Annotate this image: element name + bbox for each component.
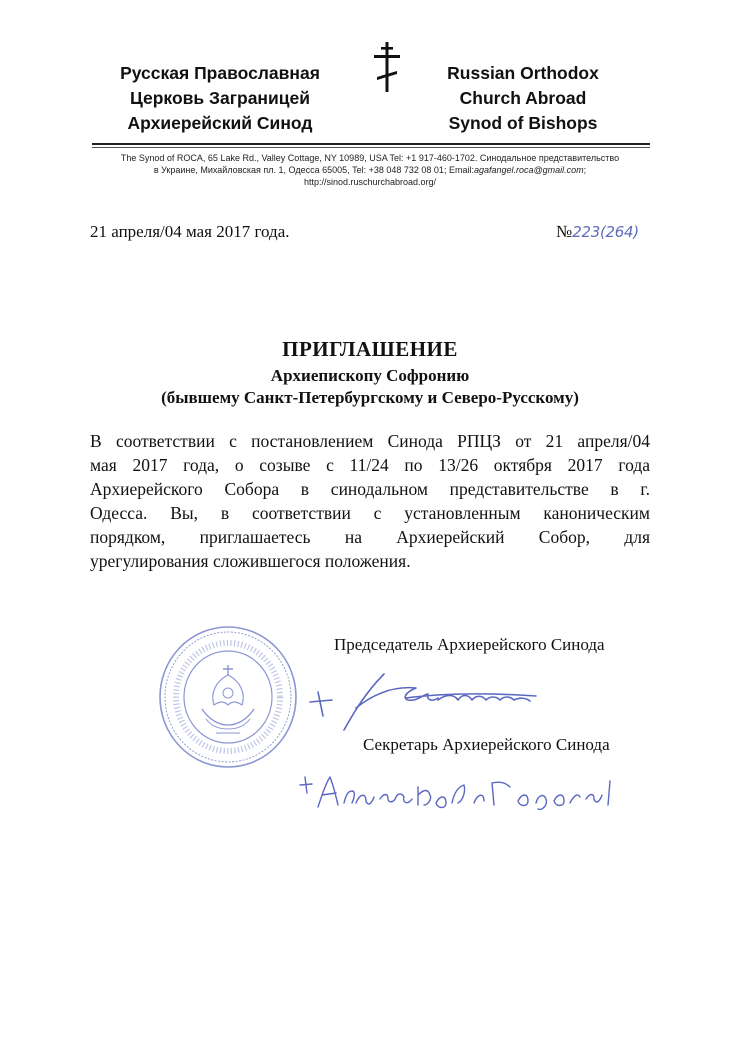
address-email-link[interactable]: agafangel.roca@gmail.com (473, 165, 584, 175)
document-addressee: Архиепископу Софронию (270, 366, 470, 385)
letterhead-address (80, 152, 660, 188)
body-line-1: В соответствии с постановлением Синода РПЦЗ от 21 апреля/04 (90, 431, 650, 451)
document-date: 21 апреля/04 мая 2017 года. (90, 222, 290, 241)
body-line-6: урегулирования сложившегося положения. (90, 551, 411, 571)
letterhead-ru-line-3: Архиерейский Синод (127, 113, 313, 133)
letterhead-en-line-1: Russian Orthodox (447, 63, 599, 83)
document-addressee-note: (бывшему Санкт-Петербургскому и Северо-Русскому) (161, 388, 579, 407)
address-line-2 (80, 164, 660, 176)
secretary-title: Секретарь Архиерейского Синода (363, 735, 610, 754)
letterhead-en-line-3: Synod of Bishops (448, 113, 598, 133)
letterhead-ru-line-1: Русская Православная (120, 63, 320, 83)
body-line-2: мая 2017 года, о созыве с 11/24 по 13/26 октября 2017 года (90, 455, 650, 475)
letterhead-divider-thin (92, 147, 650, 148)
letterhead-en-line-2: Church Abroad (459, 88, 587, 108)
chairman-signature-icon (296, 668, 596, 738)
document-number-sign: № (556, 222, 573, 241)
address-line-2-text: в Украине, Михайловская пл. 1, Одесса 65005, Tel: +38 048 732 08 01; Email: (153, 165, 474, 175)
body-line-4: Одесса. Вы, в соответствии с установленным каноническим (90, 503, 650, 523)
orthodox-cross-icon (371, 42, 403, 92)
document-title: ПРИГЛАШЕНИЕ (282, 337, 458, 361)
letterhead-divider (92, 143, 650, 145)
address-line-1: The Synod of ROCA, 65 Lake Rd., Valley Cottage, NY 10989, USA Tel: +1 917-460-1702. Синодальное представительство (120, 153, 620, 163)
body-line-3: Архиерейского Собора в синодальном представительстве в г. (90, 479, 650, 499)
letterhead-english (418, 61, 628, 136)
document-number-value: 223(264) (572, 223, 639, 241)
letterhead-russian (95, 61, 345, 136)
secretary-signature-icon (296, 763, 636, 823)
address-line-2-end: ; (583, 165, 587, 175)
synod-seal-icon (156, 623, 300, 771)
document-number (556, 222, 639, 242)
address-website-link[interactable]: http://sinod.ruschurchabroad.org/ (303, 177, 437, 187)
body-line-5: порядком, приглашаетесь на Архиерейский Собор, для (90, 527, 650, 547)
letterhead-ru-line-2: Церковь Заграницей (130, 88, 310, 108)
document-body (90, 429, 650, 573)
chairman-title: Председатель Архиерейского Синода (334, 635, 605, 654)
